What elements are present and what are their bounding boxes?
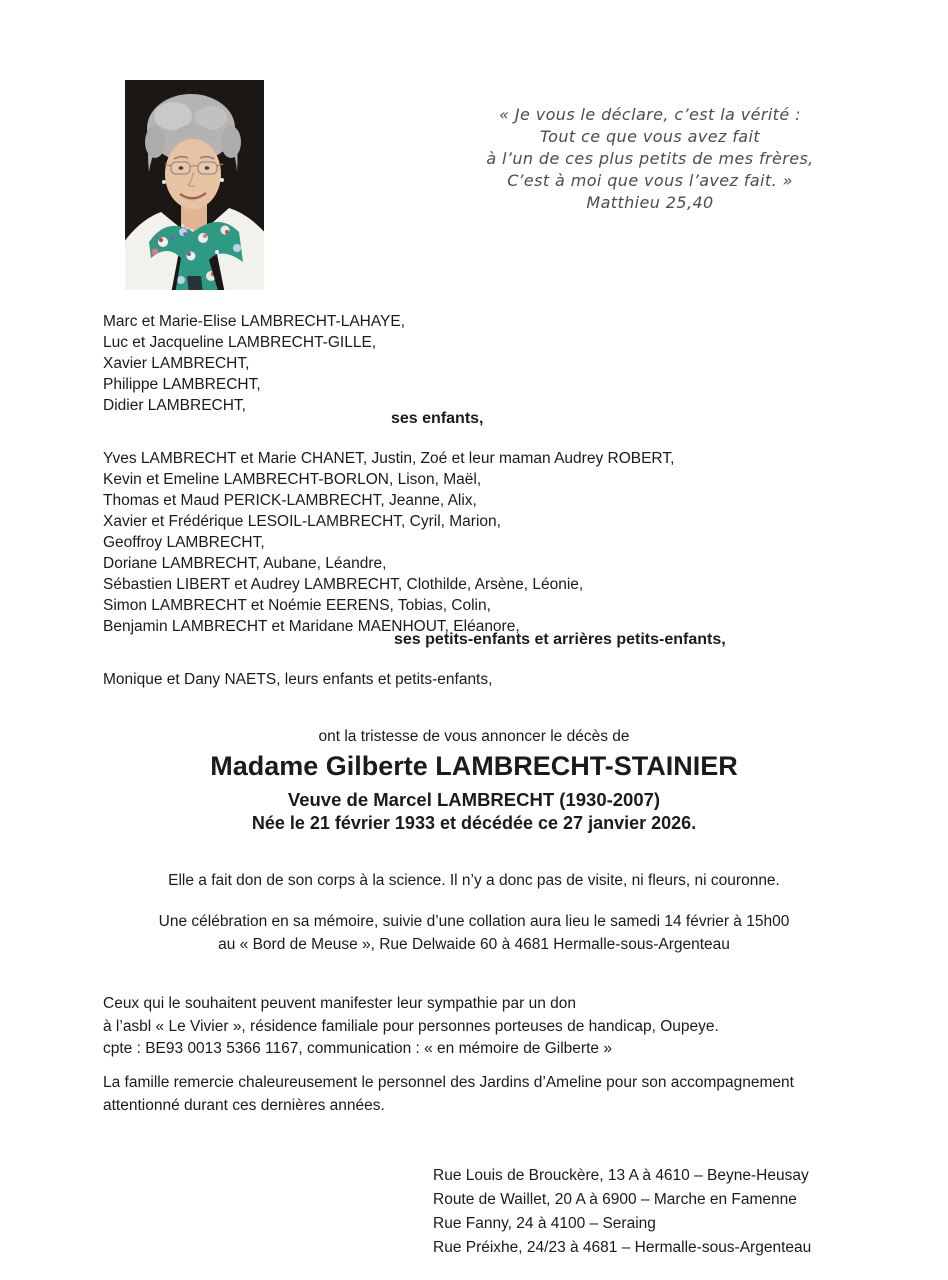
portrait-photo (125, 80, 264, 290)
family-addresses (433, 1164, 811, 1260)
body-donation-notice: Elle a fait don de son corps à la science. Il n’y a donc pas de visite, ni fleurs, ni couronne. (168, 872, 780, 889)
grandchildren-list (103, 448, 674, 637)
children-list (103, 311, 405, 416)
grandchildren-name-line: Kevin et Emeline LAMBRECHT-BORLON, Lison, Maël, (103, 471, 482, 488)
grandchildren-name-line: Yves LAMBRECHT et Marie CHANET, Justin, Zoé et leur maman Audrey ROBERT, (103, 450, 675, 467)
scripture-quote (470, 104, 830, 214)
portrait-illustration (125, 80, 264, 290)
children-name-line: Philippe LAMBRECHT, (103, 376, 261, 393)
quote-line: C’est à moi que vous l’avez fait. » (507, 171, 793, 190)
family-thanks (103, 1071, 794, 1117)
deceased-name: Madame Gilberte LAMBRECHT-STAINIER (210, 751, 738, 781)
address-line: Rue Louis de Brouckère, 13 A à 4610 – Beyne-Heusay (433, 1167, 809, 1184)
donation-line: à l’asbl « Le Vivier », résidence familiale pour personnes porteuses de handicap, Oupeye. (103, 1017, 719, 1035)
children-name-line: Marc et Marie-Elise LAMBRECHT-LAHAYE, (103, 313, 406, 330)
children-label: ses enfants, (391, 410, 484, 427)
children-name-line: Luc et Jacqueline LAMBRECHT-GILLE, (103, 334, 377, 351)
birth-death-dates: Née le 21 février 1933 et décédée ce 27 janvier 2026. (251, 813, 697, 833)
widow-line: Veuve de Marcel LAMBRECHT (1930-2007) (287, 789, 661, 810)
quote-citation: Matthieu 25,40 (586, 193, 714, 212)
address-line: Rue Fanny, 24 à 4100 – Seraing (433, 1215, 656, 1232)
grandchildren-name-line: Benjamin LAMBRECHT et Maridane MAENHOUT, Eléanore, (103, 618, 520, 635)
donation-line: cpte : BE93 0013 5366 1167, communication : « en mémoire de Gilberte » (103, 1040, 612, 1057)
grandchildren-name-line: Thomas et Maud PERICK-LAMBRECHT, Jeanne, Alix, (103, 492, 477, 509)
children-name-line: Didier LAMBRECHT, (103, 397, 246, 414)
relatives-line: Monique et Dany NAETS, leurs enfants et petits-enfants, (103, 671, 493, 688)
donation-line: Ceux qui le souhaitent peuvent manifester leur sympathie par un don (103, 995, 577, 1012)
celebration-line: Une célébration en sa mémoire, suivie d’une collation aura lieu le samedi 14 février à 15h00 (158, 913, 790, 930)
donation-info (103, 993, 719, 1061)
address-line: Route de Waillet, 20 A à 6900 – Marche en Famenne (433, 1191, 797, 1208)
address-line: Rue Préixhe, 24/23 à 4681 – Hermalle-sous-Argenteau (433, 1239, 812, 1256)
grandchildren-label: ses petits-enfants et arrières petits-enfants, (394, 631, 726, 648)
celebration-line: au « Bord de Meuse », Rue Delwaide 60 à 4681 Hermalle-sous-Argenteau (218, 936, 730, 953)
children-name-line: Xavier LAMBRECHT, (103, 355, 250, 372)
thanks-line: La famille remercie chaleureusement le personnel des Jardins d’Ameline pour son accompagnement (103, 1074, 794, 1091)
grandchildren-name-line: Simon LAMBRECHT et Noémie EERENS, Tobias, Colin, (103, 597, 491, 614)
quote-line: Tout ce que vous avez fait (539, 127, 761, 146)
grandchildren-name-line: Sébastien LIBERT et Audrey LAMBRECHT, Clothilde, Arsène, Léonie, (103, 576, 584, 593)
quote-line: « Je vous le déclare, c’est la vérité : (499, 105, 801, 124)
thanks-line: attentionné durant ces dernières années. (103, 1097, 385, 1114)
grandchildren-name-line: Doriane LAMBRECHT, Aubane, Léandre, (103, 555, 387, 572)
celebration-notice (0, 910, 948, 956)
grandchildren-name-line: Geoffroy LAMBRECHT, (103, 534, 265, 551)
grandchildren-name-line: Xavier et Frédérique LESOIL-LAMBRECHT, Cyril, Marion, (103, 513, 501, 530)
quote-line: à l’un de ces plus petits de mes frères, (486, 149, 814, 168)
announcement-intro: ont la tristesse de vous annoncer le décès de (318, 728, 630, 745)
